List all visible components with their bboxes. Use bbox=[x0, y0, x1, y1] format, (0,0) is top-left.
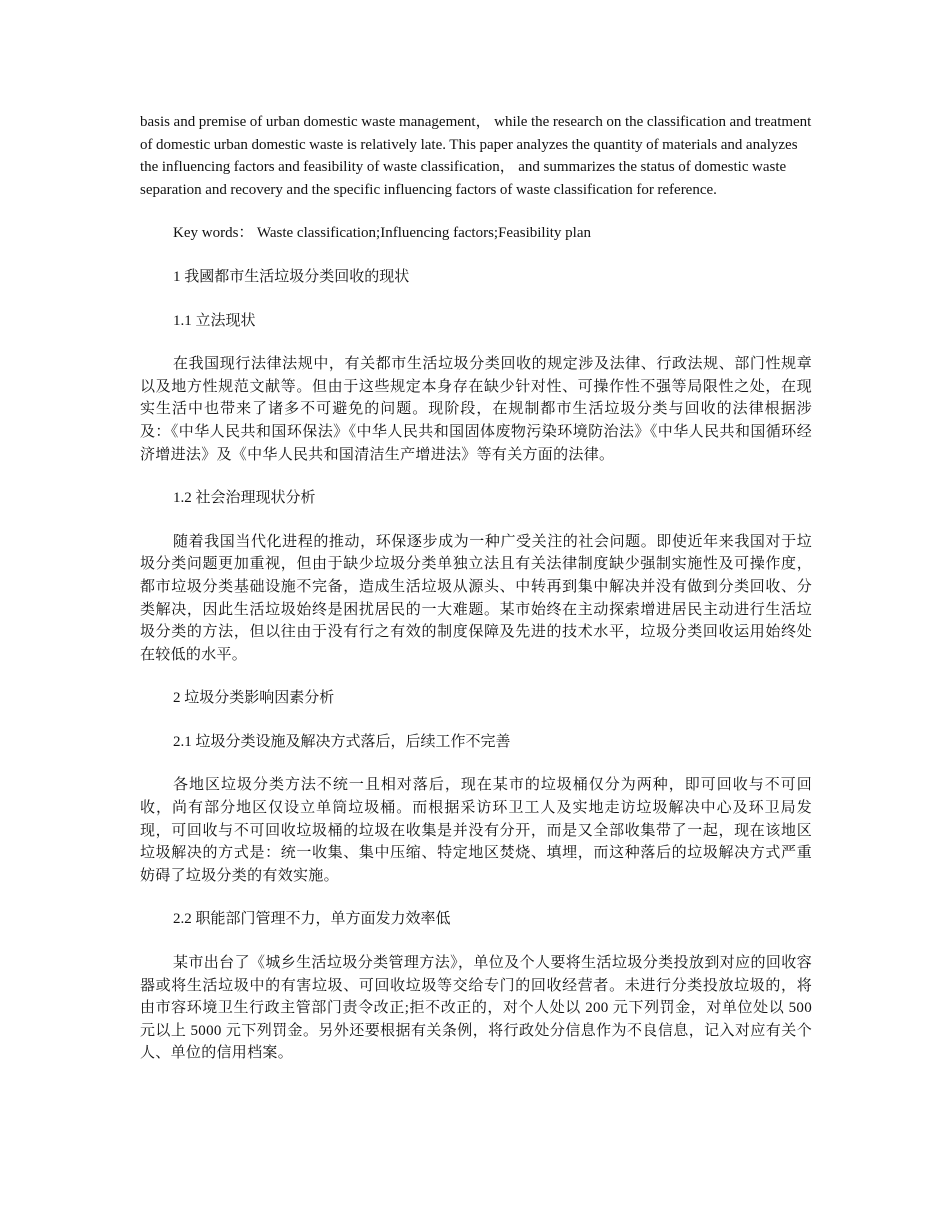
section-2-1-heading: 2.1 垃圾分类设施及解决方式落后，后续工作不完善 bbox=[173, 733, 511, 750]
section-2-2-paragraph: 某市出台了《城乡生活垃圾分类管理方法》，单位及个人要将生活垃圾分类投放到对应的回收容器或将生活垃圾中的有害垃圾、可回收垃圾等交给专门的回收经营者。未进行分类投放垃圾的，将由市容环境卫生行政主管部门责令改正;拒不改正的，对个人处以 200 元下列罚金，对单位处以 500 元以上 5000 元下列罚金。另外还要根据有关条例，将行政处分信息作为不良信息，记入对应有关个人、单位的信用档案。 bbox=[140, 955, 812, 1062]
section-1-2-heading: 1.2 社会治理现状分析 bbox=[173, 490, 316, 507]
keywords-line: Key words： Waste classification;Influencing factors;Feasibility plan bbox=[173, 225, 591, 242]
section-1-1-paragraph: 在我国现行法律法规中，有关都市生活垃圾分类回收的规定涉及法律、行政法规、部门性规章以及地方性规范文献等。但由于这些规定本身存在缺少针对性、可操作性不强等局限性之处，在现实生活中也带来了诸多不可避免的问题。现阶段，在规制都市生活垃圾分类与回收的法律根据涉及：《中华人民共和国环保法》《中华人民共和国固体废物污染环境防治法》《中华人民共和国循环经济增进法》及《中华人民共和国清洁生产增进法》等有关方面的法律。 bbox=[140, 356, 812, 463]
section-2-heading: 2 垃圾分类影响因素分析 bbox=[173, 690, 335, 707]
section-2-2-heading: 2.2 职能部门管理不力，单方面发力效率低 bbox=[173, 911, 451, 928]
section-1-2-paragraph: 随着我国当代化进程的推动，环保逐步成为一种广受关注的社会问题。即使近年来我国对于垃圾分类问题更加重视，但由于缺少垃圾分类单独立法且有关法律制度缺少强制实施性及可操作度，都市垃圾分类基础设施不完备，造成生活垃圾从源头、中转再到集中解决并没有做到分类回收、分类解决，因此生活垃圾始终是困扰居民的一大难题。某市始终在主动探索增进居民主动进行生活垃圾分类的方法，但以往由于没有行之有效的制度保障及先进的技术水平，垃圾分类回收运用始终处在较低的水平。 bbox=[140, 533, 812, 663]
section-1-1-heading: 1.1 立法现状 bbox=[173, 312, 256, 329]
section-2-1-paragraph: 各地区垃圾分类方法不统一且相对落后，现在某市的垃圾桶仅分为两种，即可回收与不可回收，尚有部分地区仅设立单筒垃圾桶。而根据采访环卫工人及实地走访垃圾解决中心及环卫局发现，可回收与不可回收垃圾桶的垃圾在收集是并没有分开，而是又全部收集带了一起，现在该地区垃圾解决的方式是：统一收集、集中压缩、特定地区焚烧、填埋，而这种落后的垃圾解决方式严重妨碍了垃圾分类的有效实施。 bbox=[140, 777, 812, 884]
document-page bbox=[140, 111, 812, 1065]
abstract-english: basis and premise of urban domestic waste management， while the research on the classification and treatment of domestic urban domestic waste is relatively late. This paper analyzes the quantity of materials and analyzes the influencing factors and feasibility of waste classification， and summarizes the status of domestic waste separation and recovery and the specific influencing factors of waste classification for reference. bbox=[140, 114, 812, 198]
section-1-heading: 1 我國都市生活垃圾分类回收的现状 bbox=[173, 268, 410, 285]
